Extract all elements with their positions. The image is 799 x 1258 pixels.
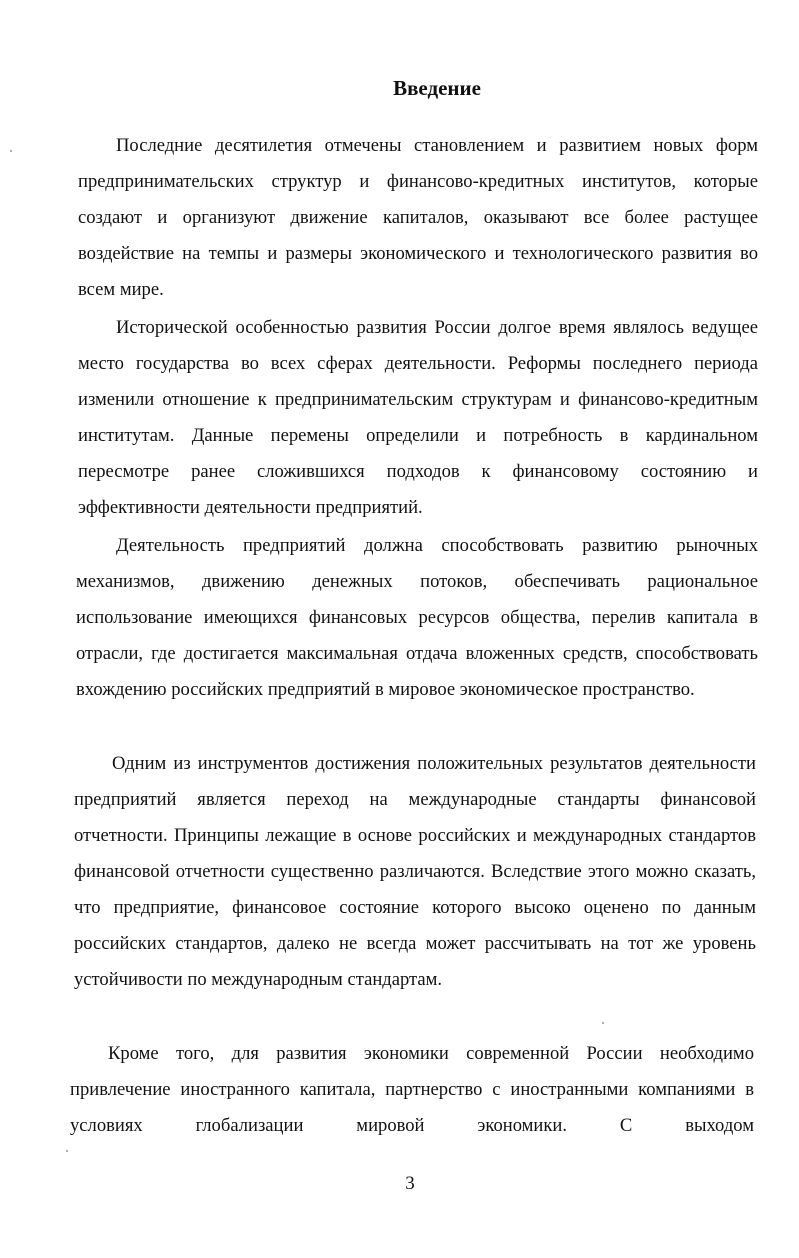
- paragraph-5: Кроме того, для развития экономики современной России необходимо привлечение иностранного капитала, партнерство с иностранными компаниями в условиях глобализации мировой экономики. С выходом: [70, 1043, 754, 1136]
- paragraph-3: Деятельность предприятий должна способствовать развитию рыночных механизмов, движению денежных потоков, обеспечивать рациональное использование имеющихся финансовых ресурсов общества, перелив капитала в отрасли, где достигается максимальная отдача вложенных средств, способствовать вхождению российских предприятий в мировое экономическое пространство.: [76, 535, 758, 700]
- scan-speck: [10, 150, 12, 152]
- paragraph-2: Исторической особенностью развития России долгое время являлось ведущее место государства во всех сферах деятельности. Реформы последнего периода изменили отношение к предпринимательским структурам и финансово-кредитным институтам. Данные перемены определили и потребность в кардинальном пересмотре ранее сложившихся подходов к финансовому состоянию и эффективности деятельности предприятий.: [78, 317, 758, 518]
- paragraph-1: Последние десятилетия отмечены становлением и развитием новых форм предпринимательских структур и финансово-кредитных институтов, которые создают и организуют движение капиталов, оказывают все более растущее воздействие на темпы и размеры экономического и технологического развития во всем мире.: [78, 135, 758, 300]
- scan-speck: [602, 1022, 604, 1024]
- paragraph-4: Одним из инструментов достижения положительных результатов деятельности предприятий является переход на международные стандарты финансовой отчетности. Принципы лежащие в основе российских и международных стандартов финансовой отчетности существенно различаются. Вследствие этого можно сказать, что предприятие, финансовое состояние которого высоко оценено по данным российских стандартов, далеко не всегда может рассчитывать на тот же уровень устойчивости по международным стандартам.: [74, 753, 756, 990]
- page-number: 3: [405, 1173, 415, 1194]
- page-title: Введение: [393, 76, 481, 100]
- scan-speck: [66, 1150, 68, 1152]
